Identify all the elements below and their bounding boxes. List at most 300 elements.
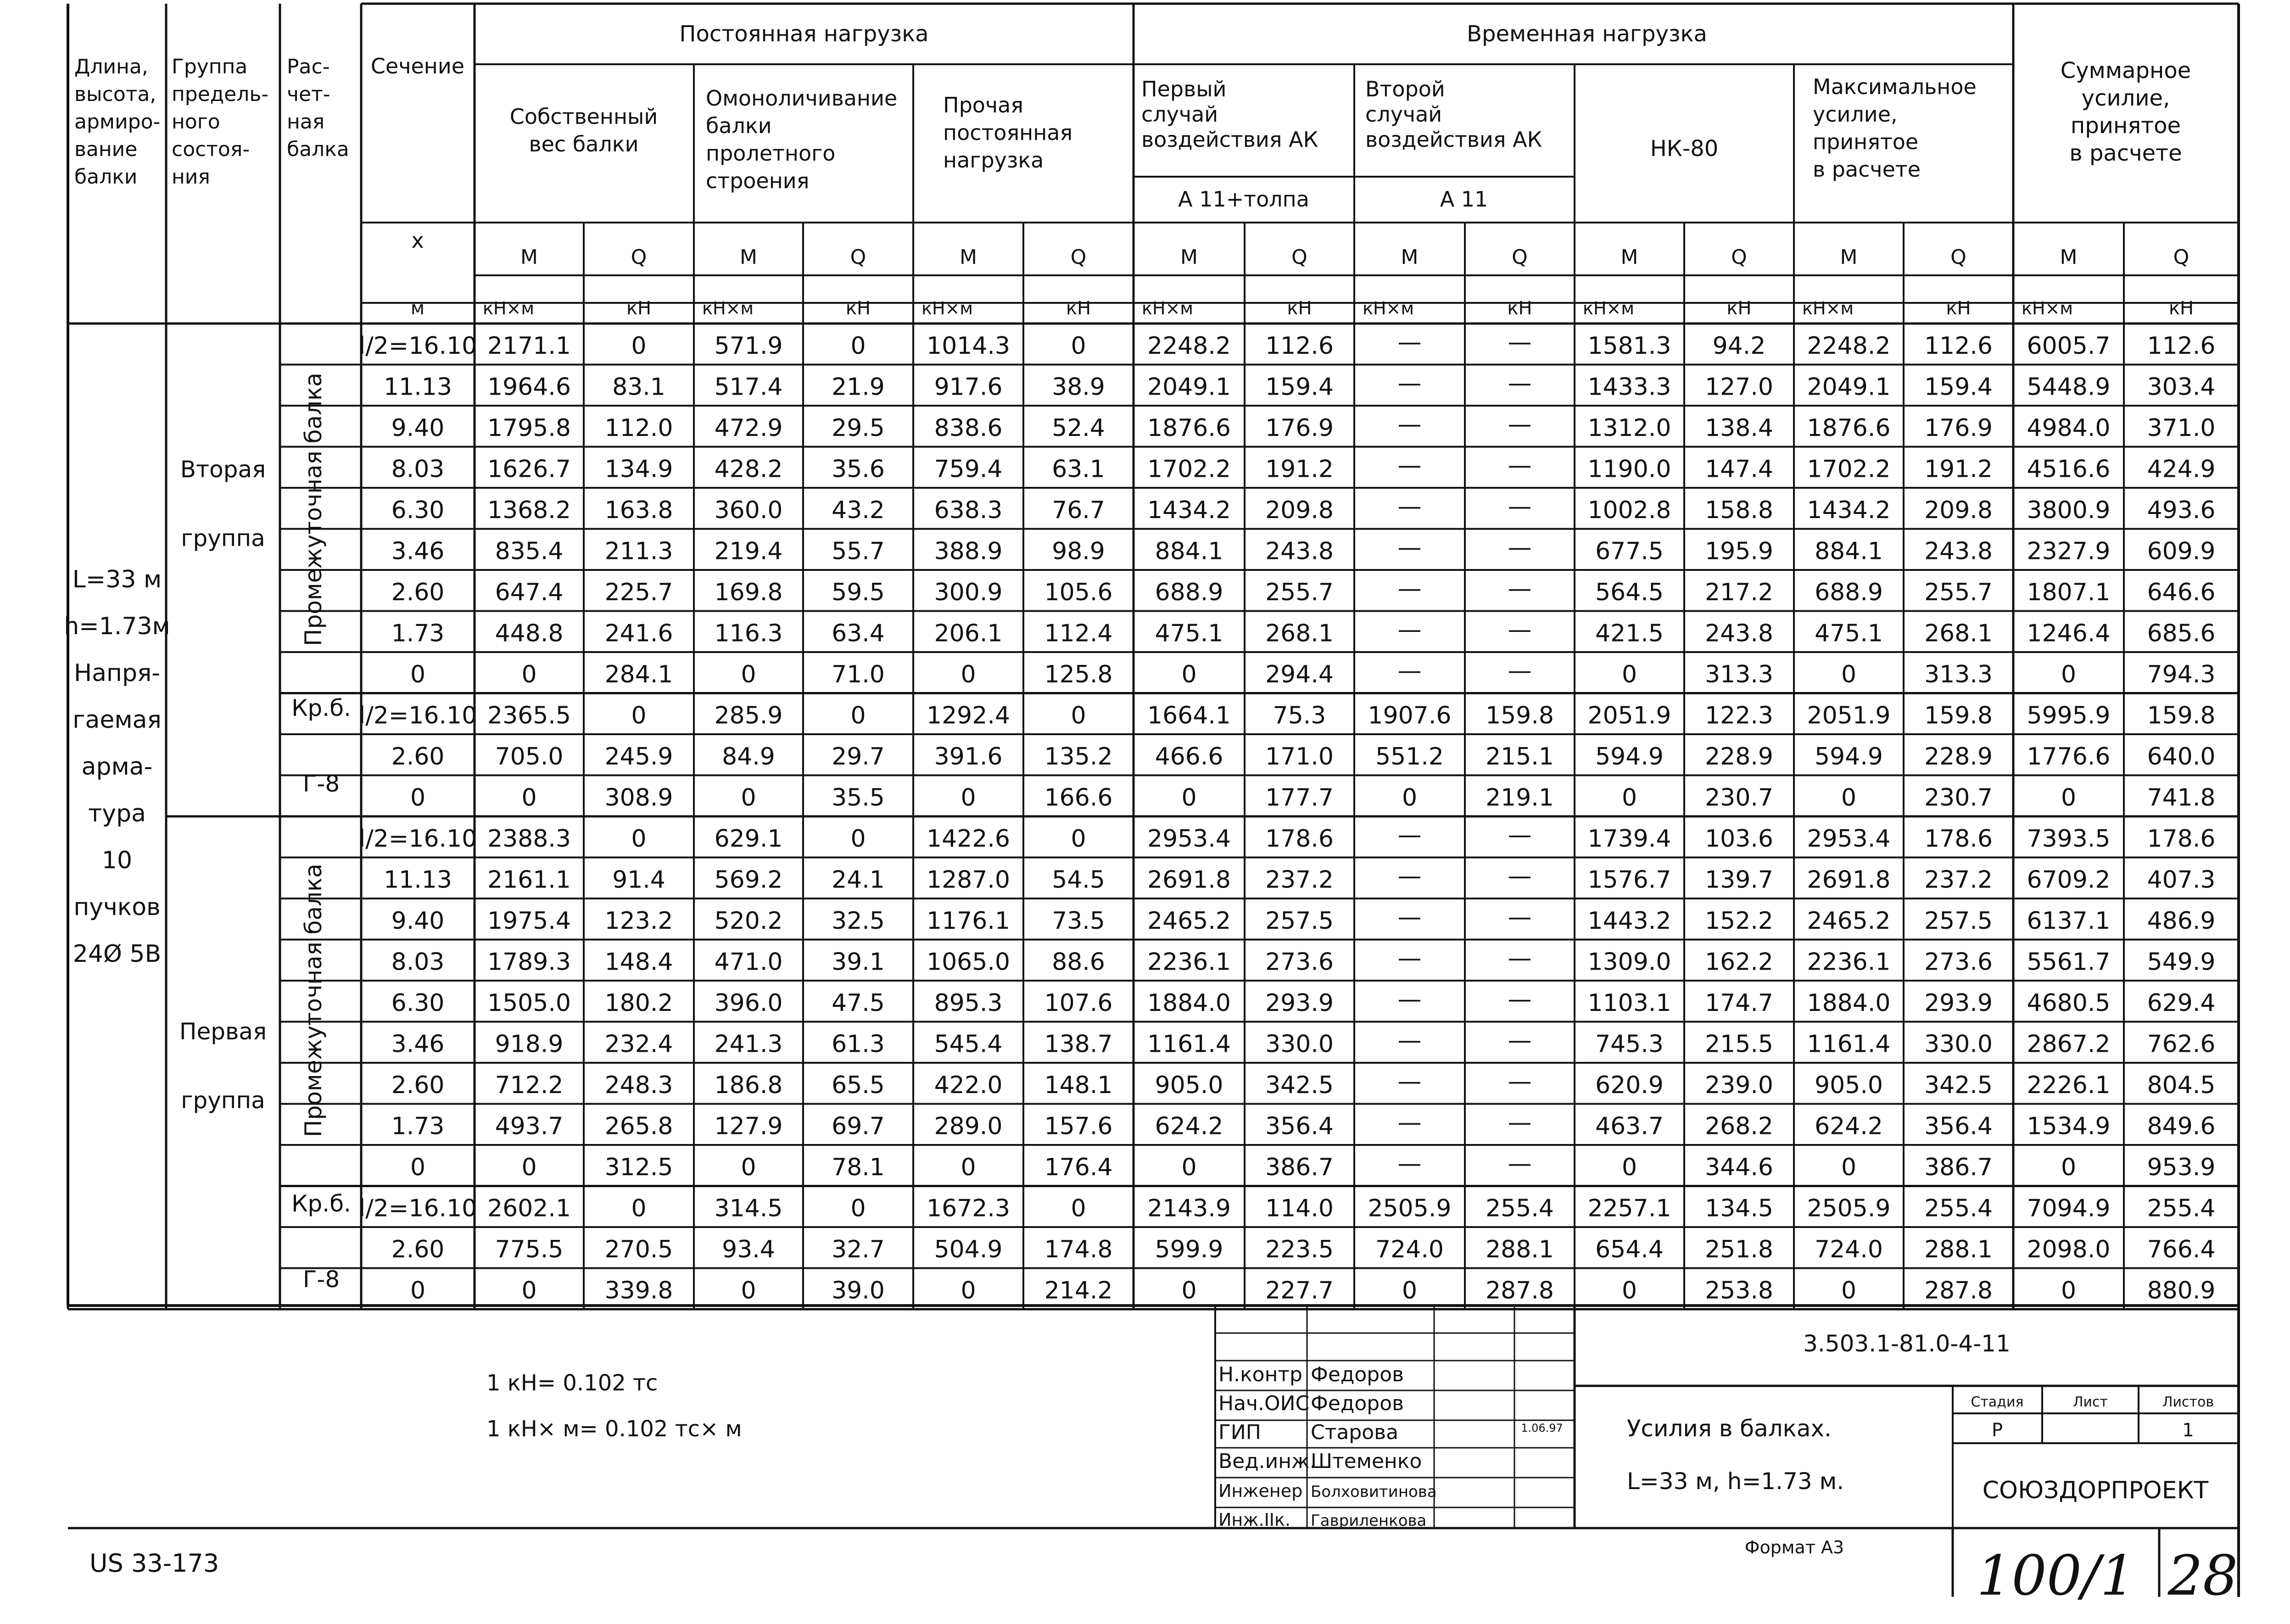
cell-value: 265.8	[604, 1112, 673, 1140]
header-beam-col: чет-	[287, 83, 330, 106]
cell-value: 162.2	[1705, 948, 1773, 976]
cell-value: 629.1	[714, 825, 783, 853]
cell-value: 178.6	[2147, 825, 2216, 853]
cell-value: 230.7	[1924, 784, 1993, 812]
header-other-permanent: Прочая	[943, 93, 1023, 117]
cell-value: 640.0	[2147, 743, 2216, 770]
cell-value: 253.8	[1705, 1277, 1773, 1305]
header-length-col: Длина,	[74, 55, 148, 78]
cell-value: 880.9	[2147, 1277, 2216, 1305]
cell-value: 239.0	[1705, 1072, 1773, 1099]
cell-value: 486.9	[2147, 907, 2216, 935]
cell-value: 1002.8	[1587, 497, 1671, 524]
cell-value: 135.2	[1044, 743, 1113, 770]
cell-value: 2248.2	[1147, 332, 1231, 360]
cell-value: 2257.1	[1587, 1194, 1671, 1222]
cell-value: 7393.5	[2027, 825, 2111, 853]
cell-value: 2953.4	[1807, 825, 1891, 853]
cell-value: 594.9	[1595, 743, 1664, 770]
cell-value: 303.4	[2147, 373, 2216, 401]
stamp-name: Болховитинова	[1311, 1483, 1437, 1501]
cell-value: 123.2	[604, 907, 673, 935]
cell-value: 71.0	[832, 661, 885, 688]
cell-value: 1964.6	[487, 373, 571, 401]
cell-value: 112.4	[1044, 619, 1113, 647]
header-total: в расчете	[2069, 140, 2182, 166]
cell-value: 1161.4	[1807, 1030, 1891, 1058]
cell-value: 159.8	[1924, 702, 1993, 730]
cell-value: 1309.0	[1587, 948, 1671, 976]
stamp-sheet-label: Лист	[2072, 1394, 2108, 1410]
cell-value: 174.8	[1044, 1236, 1113, 1263]
cell-value: 94.2	[1712, 332, 1766, 360]
cell-value: 0	[1621, 1154, 1637, 1181]
cell-value: 2143.9	[1147, 1194, 1231, 1222]
cell-value: 243.8	[1265, 537, 1334, 565]
cell-section: 1.73	[391, 619, 445, 647]
cell-value: 273.6	[1924, 948, 1993, 976]
beam-intermediate: Промежуточная балка	[300, 373, 327, 646]
cell-value: 1246.4	[2027, 619, 2111, 647]
cell-value: 227.7	[1265, 1277, 1334, 1305]
cell-value: 166.6	[1044, 784, 1113, 812]
cell-value: 475.1	[1815, 619, 1883, 647]
cell-value: 39.0	[832, 1277, 885, 1305]
cell-value: 186.8	[714, 1072, 783, 1099]
cell-value: 43.2	[832, 497, 885, 524]
cell-value: 1975.4	[487, 907, 571, 935]
header-nk80: НК-80	[1650, 136, 1719, 162]
cell-value: 159.8	[1486, 702, 1554, 730]
stamp-role: Нач.ОИС	[1218, 1392, 1310, 1415]
cell-value: 5995.9	[2027, 702, 2111, 730]
cell-value: 255.4	[2147, 1194, 2216, 1222]
unit-M: кН×м	[1802, 298, 1854, 318]
cell-section: 1.73	[391, 1112, 445, 1140]
stamp-role: Вед.инж.	[1218, 1450, 1316, 1473]
cell-value: 685.6	[2147, 619, 2216, 647]
bottom-left-code: US 33-173	[89, 1549, 219, 1578]
cell-value: 1576.7	[1587, 866, 1671, 894]
cell-value: 112.6	[1265, 332, 1334, 360]
header-other-permanent: нагрузка	[943, 148, 1044, 173]
cell-value: 388.9	[934, 537, 1003, 565]
cell-value: 152.2	[1705, 907, 1773, 935]
beam-edge: Кр.б.	[291, 1190, 351, 1217]
cell-value: 159.4	[1924, 373, 1993, 401]
cell-dash: —	[1397, 862, 1422, 890]
cell-value: 0	[1181, 1154, 1197, 1181]
cell-value: 762.6	[2147, 1030, 2216, 1058]
cell-dash: —	[1508, 904, 1532, 931]
header-permanent: Постоянная нагрузка	[679, 21, 929, 47]
header-length-col: армиро-	[74, 110, 161, 134]
beam-edge: Г-8	[302, 770, 340, 797]
cell-value: 654.4	[1595, 1236, 1664, 1263]
cell-value: 1161.4	[1147, 1030, 1231, 1058]
cell-value: 1422.6	[927, 825, 1010, 853]
cell-value: 629.4	[2147, 989, 2216, 1017]
cell-value: 255.7	[1924, 579, 1993, 606]
cell-value: 0	[1071, 332, 1086, 360]
cell-value: 2248.2	[1807, 332, 1891, 360]
header-x-unit: м	[410, 298, 425, 319]
cell-value: 0	[521, 1154, 537, 1181]
cell-value: 386.7	[1265, 1154, 1334, 1181]
cell-value: 520.2	[714, 907, 783, 935]
cell-value: 838.6	[934, 414, 1003, 442]
cell-value: 268.2	[1705, 1112, 1773, 1140]
cell-value: 214.2	[1044, 1277, 1113, 1305]
cell-dash: —	[1397, 657, 1422, 685]
cell-value: 232.4	[604, 1030, 673, 1058]
header-max-force: Максимальное	[1813, 74, 1977, 99]
cell-value: 1876.6	[1807, 414, 1891, 442]
cell-value: 1702.2	[1147, 455, 1231, 483]
cell-value: 1789.3	[487, 948, 571, 976]
cell-value: 139.7	[1705, 866, 1773, 894]
unit-Q: кН	[845, 298, 871, 319]
cell-section: 0	[410, 1277, 426, 1305]
cell-value: 163.8	[604, 497, 673, 524]
cell-value: 230.7	[1705, 784, 1773, 812]
cell-value: 759.4	[934, 455, 1003, 483]
cell-value: 471.0	[714, 948, 783, 976]
cell-value: 157.6	[1044, 1112, 1113, 1140]
cell-value: 428.2	[714, 455, 783, 483]
cell-value: 268.1	[1924, 619, 1993, 647]
cell-value: 251.8	[1705, 1236, 1773, 1263]
cell-value: 0	[850, 702, 866, 730]
header-M: М	[2060, 246, 2078, 269]
cell-value: 114.0	[1265, 1194, 1334, 1222]
stamp-stage: Р	[1991, 1420, 2003, 1441]
cell-value: 293.9	[1265, 989, 1334, 1017]
cell-value: 724.0	[1375, 1236, 1444, 1263]
header-max-force: принятое	[1813, 129, 1919, 154]
cell-value: 647.4	[495, 579, 564, 606]
cell-value: 356.4	[1265, 1112, 1334, 1140]
cell-dash: —	[1397, 575, 1422, 603]
cell-value: 677.5	[1595, 537, 1664, 565]
cell-value: 287.8	[1924, 1277, 1993, 1305]
unit-Q: кН	[1726, 298, 1752, 319]
cell-value: 0	[1621, 661, 1637, 688]
cell-value: 219.4	[714, 537, 783, 565]
cell-section: 3.46	[391, 1030, 445, 1058]
cell-value: 0	[2061, 1154, 2077, 1181]
header-first-case: случай	[1141, 102, 1218, 127]
cell-value: 0	[1841, 784, 1857, 812]
cell-value: 342.5	[1924, 1072, 1993, 1099]
cell-value: 638.3	[934, 497, 1003, 524]
header-second-case: воздействия АК	[1365, 127, 1542, 152]
header-group-col: Группа	[172, 55, 248, 78]
header-Q: Q	[1070, 246, 1087, 269]
cell-section: l/2=16.10	[358, 1194, 477, 1222]
stamp-role: Инж.IIк.	[1218, 1510, 1291, 1530]
cell-value: 54.5	[1052, 866, 1105, 894]
cell-dash: —	[1508, 944, 1532, 972]
cell-value: 766.4	[2147, 1236, 2216, 1263]
cell-value: 223.5	[1265, 1236, 1334, 1263]
cell-value: 78.1	[832, 1154, 885, 1181]
cell-value: 0	[850, 332, 866, 360]
cell-value: 2365.5	[487, 702, 571, 730]
cell-section: 8.03	[391, 455, 445, 483]
cell-value: 211.3	[604, 537, 673, 565]
cell-value: 3800.9	[2027, 497, 2111, 524]
beam-intermediate: Промежуточная балка	[300, 864, 327, 1137]
cell-value: 171.0	[1265, 743, 1334, 770]
cell-value: 2051.9	[1807, 702, 1891, 730]
cell-value: 225.7	[604, 579, 673, 606]
header-Q: Q	[1731, 246, 1747, 269]
header-section: Сечение	[370, 54, 465, 78]
cell-value: 0	[631, 825, 647, 853]
cell-value: 243.8	[1705, 619, 1773, 647]
cell-value: 63.1	[1052, 455, 1105, 483]
stamp-name: Старова	[1311, 1421, 1399, 1444]
cell-value: 386.7	[1924, 1154, 1993, 1181]
cell-value: 24.1	[832, 866, 885, 894]
cell-value: 134.9	[604, 455, 673, 483]
unit-Q: кН	[2168, 298, 2194, 319]
cell-value: 300.9	[934, 579, 1003, 606]
cell-value: 1534.9	[2027, 1112, 2111, 1140]
header-beam-col: ная	[287, 110, 325, 134]
cell-dash: —	[1508, 369, 1532, 397]
cell-value: 243.8	[1924, 537, 1993, 565]
cell-value: 571.9	[714, 332, 783, 360]
cell-value: 84.9	[722, 743, 775, 770]
cell-value: 1190.0	[1587, 455, 1671, 483]
cell-value: 360.0	[714, 497, 783, 524]
cell-value: 646.6	[2147, 579, 2216, 606]
cell-value: 466.6	[1155, 743, 1223, 770]
cell-value: 549.9	[2147, 948, 2216, 976]
cell-value: 219.1	[1486, 784, 1554, 812]
cell-value: 147.4	[1705, 455, 1773, 483]
cell-value: 39.1	[832, 948, 885, 976]
cell-value: 0	[1841, 661, 1857, 688]
cell-value: 2388.3	[487, 825, 571, 853]
cell-dash: —	[1508, 1027, 1532, 1055]
drawing-code: 3.503.1-81.0-4-11	[1803, 1330, 2011, 1357]
cell-value: 2953.4	[1147, 825, 1231, 853]
header-second-case: случай	[1365, 102, 1442, 127]
cell-value: 1443.2	[1587, 907, 1671, 935]
cell-value: 396.0	[714, 989, 783, 1017]
cell-section: 0	[410, 1154, 426, 1181]
drawing-title: Усилия в балках.	[1627, 1415, 1832, 1442]
cell-value: 0	[1402, 784, 1418, 812]
header-M: М	[1180, 246, 1198, 269]
cell-value: 1312.0	[1587, 414, 1671, 442]
cell-value: 73.5	[1052, 907, 1105, 935]
cell-value: 288.1	[1486, 1236, 1554, 1263]
cell-value: 2236.1	[1807, 948, 1891, 976]
header-x: x	[411, 228, 424, 253]
cell-value: 517.4	[714, 373, 783, 401]
cell-value: 1287.0	[927, 866, 1010, 894]
cell-dash: —	[1397, 1150, 1422, 1178]
cell-section: 9.40	[391, 907, 445, 935]
cell-value: 0	[961, 661, 976, 688]
cell-value: 169.8	[714, 579, 783, 606]
cell-value: 191.2	[1265, 455, 1334, 483]
stamp-stage-label: Стадия	[1971, 1394, 2024, 1410]
cell-value: 248.3	[604, 1072, 673, 1099]
cell-value: 237.2	[1924, 866, 1993, 894]
cell-section: 2.60	[391, 1236, 445, 1263]
cell-value: 177.7	[1265, 784, 1334, 812]
cell-value: 741.8	[2147, 784, 2216, 812]
cell-value: 712.2	[495, 1072, 564, 1099]
stamp-name: Федоров	[1311, 1363, 1404, 1386]
left-block-text: 10	[101, 847, 133, 874]
header-Q: Q	[1291, 246, 1307, 269]
cell-value: 29.5	[832, 414, 885, 442]
cell-value: 1664.1	[1147, 702, 1231, 730]
header-other-permanent: постоянная	[943, 120, 1073, 145]
cell-value: 599.9	[1155, 1236, 1223, 1263]
cell-value: 127.9	[714, 1112, 783, 1140]
stamp-name: Гавриленкова	[1311, 1512, 1427, 1530]
cell-value: 0	[1071, 825, 1086, 853]
beam-edge: Кр.б.	[291, 695, 351, 721]
cell-value: 745.3	[1595, 1030, 1664, 1058]
cell-value: 270.5	[604, 1236, 673, 1263]
cell-value: 289.0	[934, 1112, 1003, 1140]
header-length-col: высота,	[74, 83, 156, 106]
cell-dash: —	[1508, 534, 1532, 562]
stamp-sheets: 1	[2182, 1420, 2194, 1441]
cell-value: 804.5	[2147, 1072, 2216, 1099]
cell-value: 0	[741, 784, 756, 812]
cell-value: 0	[521, 784, 537, 812]
cell-value: 76.7	[1052, 497, 1105, 524]
cell-value: 344.6	[1705, 1154, 1773, 1181]
table-text	[64, 21, 2238, 1608]
cell-value: 0	[1181, 1277, 1197, 1305]
cell-value: 2049.1	[1147, 373, 1231, 401]
cell-value: 35.5	[832, 784, 885, 812]
stamp-date: 1.06.97	[1521, 1422, 1563, 1434]
cell-value: 178.6	[1265, 825, 1334, 853]
cell-value: 294.4	[1265, 661, 1334, 688]
cell-value: 112.6	[1924, 332, 1993, 360]
cell-value: 0	[521, 1277, 537, 1305]
cell-value: 293.9	[1924, 989, 1993, 1017]
cell-value: 620.9	[1595, 1072, 1664, 1099]
unit-note: 1 кН× м= 0.102 тс× м	[486, 1416, 742, 1442]
cell-value: 138.7	[1044, 1030, 1113, 1058]
cell-value: 191.2	[1924, 455, 1993, 483]
cell-value: 339.8	[604, 1277, 673, 1305]
unit-Q: кН	[1066, 298, 1091, 319]
header-first-case: Первый	[1141, 77, 1227, 101]
cell-section: 3.46	[391, 537, 445, 565]
cell-value: 330.0	[1924, 1030, 1993, 1058]
cell-value: 195.9	[1705, 537, 1773, 565]
cell-value: 284.1	[604, 661, 673, 688]
stamp-role: Н.контр	[1218, 1363, 1302, 1386]
cell-value: 6137.1	[2027, 907, 2111, 935]
cell-value: 2505.9	[1368, 1194, 1452, 1222]
header-M: М	[960, 246, 977, 269]
cell-value: 1505.0	[487, 989, 571, 1017]
cell-value: 564.5	[1595, 579, 1664, 606]
header-length-col: вание	[74, 138, 138, 161]
header-second-case-sub: А 11	[1440, 187, 1488, 212]
organization: СОЮЗДОРПРОЕКТ	[1982, 1477, 2209, 1504]
cell-dash: —	[1397, 1027, 1422, 1055]
header-length-col: балки	[74, 165, 138, 189]
cell-value: 112.6	[2147, 332, 2216, 360]
cell-value: 59.5	[832, 579, 885, 606]
cell-value: 551.2	[1375, 743, 1444, 770]
cell-value: 1103.1	[1587, 989, 1671, 1017]
cell-value: 1626.7	[487, 455, 571, 483]
cell-value: 0	[2061, 784, 2077, 812]
left-block-text: h=1.73м	[64, 613, 170, 640]
cell-value: 1581.3	[1587, 332, 1671, 360]
cell-value: 407.3	[2147, 866, 2216, 894]
cell-value: 176.9	[1924, 414, 1993, 442]
cell-value: 112.0	[604, 414, 673, 442]
header-total: принятое	[2070, 113, 2181, 139]
cell-value: 0	[741, 1154, 756, 1181]
cell-value: 38.9	[1052, 373, 1105, 401]
cell-value: 0	[631, 702, 647, 730]
cell-value: 2236.1	[1147, 948, 1231, 976]
cell-section: l/2=16.10	[358, 825, 477, 853]
cell-value: 609.9	[2147, 537, 2216, 565]
left-block-text: 24Ø 5В	[73, 940, 162, 968]
cell-value: 255.7	[1265, 579, 1334, 606]
cell-value: 2226.1	[2027, 1072, 2111, 1099]
cell-value: 88.6	[1052, 948, 1105, 976]
cell-value: 285.9	[714, 702, 783, 730]
cell-value: 2465.2	[1147, 907, 1231, 935]
cell-dash: —	[1508, 411, 1532, 438]
left-block-text: L=33 м	[72, 566, 162, 593]
unit-M: кН×м	[1363, 298, 1414, 318]
cell-value: 905.0	[1815, 1072, 1883, 1099]
cell-value: 0	[850, 825, 866, 853]
cell-value: 0	[1841, 1154, 1857, 1181]
header-Q: Q	[631, 246, 647, 269]
cell-section: l/2=16.10	[358, 702, 477, 730]
header-max-force: усилие,	[1813, 102, 1898, 127]
header-monolith: балки	[706, 113, 772, 138]
cell-value: 0	[631, 332, 647, 360]
cell-value: 884.1	[1815, 537, 1883, 565]
cell-value: 47.5	[832, 989, 885, 1017]
header-Q: Q	[1950, 246, 1966, 269]
cell-value: 107.6	[1044, 989, 1113, 1017]
cell-value: 313.3	[1705, 661, 1773, 688]
cell-value: 918.9	[495, 1030, 564, 1058]
cell-section: 2.60	[391, 579, 445, 606]
cell-value: 422.0	[934, 1072, 1003, 1099]
cell-value: 134.5	[1705, 1194, 1773, 1222]
cell-dash: —	[1508, 1068, 1532, 1095]
cell-dash: —	[1397, 369, 1422, 397]
cell-value: 2098.0	[2027, 1236, 2111, 1263]
header-own-weight: вес балки	[529, 132, 639, 156]
